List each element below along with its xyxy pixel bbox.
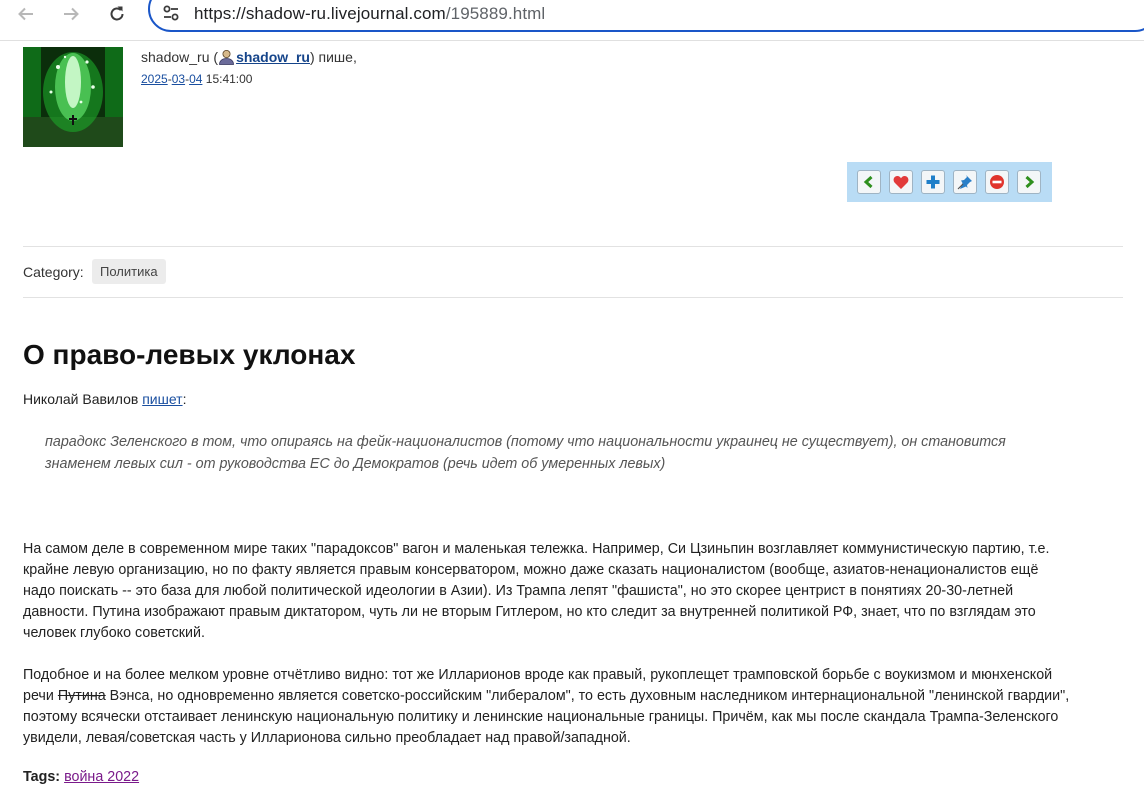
quote-source-link[interactable]: пишет <box>142 391 183 407</box>
paragraph-line: На самом деле в современном мире таких "парадоксов" вагон и маленькая тележка. Например, Си Цзиньпин возглавляет коммунистическую партию, т.е. <box>23 541 1050 557</box>
site-settings-icon[interactable] <box>161 3 181 23</box>
reload-icon <box>107 4 127 24</box>
entry-tags <box>23 769 139 785</box>
paragraph-line: Подобное и на более мелком уровне отчётливо видно: тот же Илларионов вроде как правый, рукоплещет трамповской борьбе с воукизмом и мюнхенской <box>23 667 1053 683</box>
blockquote <box>45 432 1105 475</box>
track-entry-button[interactable] <box>953 170 977 194</box>
entry-title: О право-левых уклонах <box>23 339 356 370</box>
paragraph-line: крайне левую организацию, но по факту является правым консерватором, можно даже сказать националистом (вообще, азиатов-ненационалистов ещё <box>23 562 1039 578</box>
paragraph-text: Вэнса, но одновременно является советско-российским "либералом", то есть духовным наследником интернациональной "ленинской гвардии", <box>109 688 1070 704</box>
entry-paragraph <box>23 665 1128 749</box>
next-entry-button[interactable] <box>1017 170 1041 194</box>
remove-entry-button[interactable] <box>985 170 1009 194</box>
divider <box>23 246 1123 247</box>
entry-date: 2025-03-04 15:41:00 <box>141 72 253 86</box>
quote-source-line: Николай Вавилов пишет: <box>23 391 187 407</box>
arrow-right-icon <box>62 5 80 23</box>
paragraph-line: поэтому всячески отстаивает ленинскую национальную политику и ленинские национальные границы. Причём, как мы после скандала Трампа-Зеленского <box>23 709 1059 725</box>
author-profile-link[interactable]: shadow_ru <box>236 49 310 65</box>
add-friend-button[interactable] <box>921 170 945 194</box>
plus-icon <box>926 175 940 189</box>
minus-circle-icon <box>989 174 1005 190</box>
chevron-left-icon <box>862 175 876 189</box>
paragraph-text: речи <box>23 688 54 704</box>
date-year-link[interactable]: 2025 <box>141 72 168 86</box>
reload-button[interactable] <box>105 2 129 26</box>
pin-icon <box>957 174 973 190</box>
paragraph-line <box>23 686 1128 707</box>
url-text[interactable] <box>194 4 545 24</box>
category-tag[interactable]: Политика <box>92 259 166 284</box>
author-name: shadow_ru <box>141 49 210 65</box>
tags-label: Tags: <box>23 769 61 785</box>
category-label: Category: <box>23 264 84 280</box>
url-host: https://shadow-ru.livejournal.com <box>194 4 446 23</box>
url-path: /195889.html <box>445 4 546 23</box>
strikethrough-text: Путина <box>57 688 106 704</box>
paragraph-line: увидели, левая/советская часть у Илларионова сильно преобладает над правой/западной. <box>23 730 631 746</box>
entry-paragraph <box>23 539 1128 644</box>
chevron-right-icon <box>1022 175 1036 189</box>
arrow-left-icon <box>17 5 35 23</box>
previous-entry-button[interactable] <box>857 170 881 194</box>
back-button[interactable] <box>14 2 38 26</box>
paragraph-line: надо поискать -- это база для любой политической идеологии в Азии). Из Трампа лепят "фашиста", но это скорее центрист в понятиях 20-30-летней <box>23 583 1014 599</box>
quote-author: Николай Вавилов <box>23 391 139 407</box>
heart-icon <box>893 175 909 190</box>
quote-line: знаменем левых сил - от руководства ЕС до Демократов (речь идет об умеренных левых) <box>45 455 666 472</box>
browser-toolbar <box>0 0 1144 30</box>
paragraph-line: человек глубоко советский. <box>23 625 205 641</box>
entry-actions-bar <box>847 162 1052 202</box>
add-to-memories-button[interactable] <box>889 170 913 194</box>
tag-link[interactable]: война 2022 <box>64 769 140 785</box>
date-month-link[interactable]: 03 <box>171 72 186 86</box>
userpic[interactable] <box>23 47 123 147</box>
paragraph-line: давности. Путина изображают правым диктатором, чуть ли не вторым Гитлером, но кто следит за внутренней политикой РФ, знает, что по взглядам это <box>23 604 1036 620</box>
divider <box>23 297 1123 298</box>
user-icon[interactable] <box>218 49 235 65</box>
forward-button[interactable] <box>59 2 83 26</box>
quote-line: парадокс Зеленского в том, что опираясь на фейк-националистов (потому что национальности украинец не существует), он становится <box>45 434 1006 450</box>
date-day-link[interactable]: 04 <box>189 72 203 86</box>
toolbar-divider <box>0 40 1144 41</box>
author-suffix: пише, <box>318 49 357 65</box>
entry-byline: shadow_ru ( shadow_ru) пише, <box>141 49 357 65</box>
entry-time: 15:41:00 <box>205 72 253 86</box>
